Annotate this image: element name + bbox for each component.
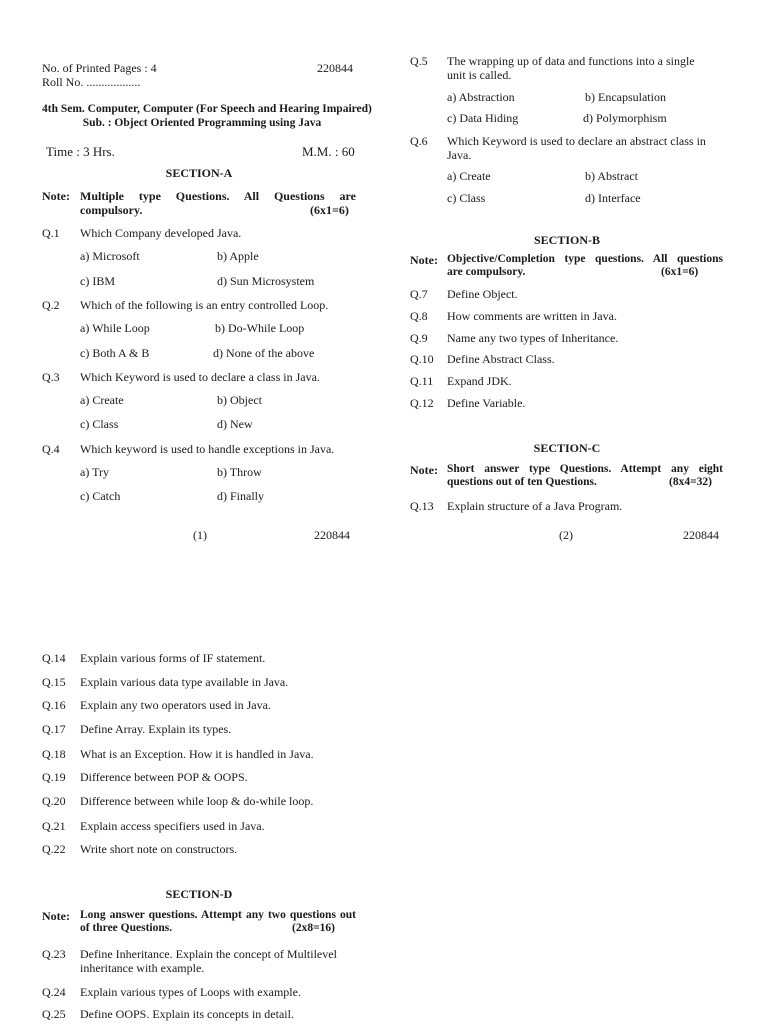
section-c-note-line2: questions out of ten Questions.	[447, 476, 597, 488]
question-number: Q.24	[42, 985, 66, 999]
question-number: Q.12	[410, 396, 434, 410]
question-number: Q.16	[42, 698, 66, 712]
section-b-heading: SECTION-B	[533, 233, 601, 247]
question-number: Q.7	[410, 287, 428, 301]
section-d-note-line2: of three Questions.	[80, 922, 173, 934]
question-text: Expand JDK.	[447, 374, 512, 388]
question-number: Q.19	[42, 770, 66, 784]
section-a-heading: SECTION-A	[165, 166, 233, 180]
time-allowed: Time : 3 Hrs.	[46, 144, 115, 159]
question-number: Q.2	[42, 298, 60, 312]
section-b-note-line2: are compulsory.	[447, 266, 526, 278]
option-c: c) Both A & B	[80, 346, 150, 360]
question-number: Q.15	[42, 675, 66, 689]
question-text: What is an Exception. How it is handled in Java.	[80, 747, 314, 761]
option-b: b) Do-While Loop	[215, 321, 305, 335]
question-text: Write short note on constructors.	[80, 842, 238, 856]
question-text: Difference between POP & OOPS.	[80, 770, 248, 784]
question-text-line1: Define Inheritance. Explain the concept of Multilevel	[80, 947, 337, 961]
option-c: c) Class	[447, 191, 486, 205]
option-c: c) Catch	[80, 489, 121, 503]
paper-code: 220844	[317, 61, 353, 75]
question-text: Which Keyword is used to declare a class in Java.	[80, 370, 320, 384]
option-d: d) Polymorphism	[583, 111, 667, 125]
question-number: Q.22	[42, 842, 66, 856]
question-number: Q.25	[42, 1007, 66, 1021]
question-number: Q.11	[410, 374, 434, 388]
option-c: c) IBM	[80, 274, 115, 288]
option-b: b) Abstract	[585, 169, 638, 183]
option-a: a) While Loop	[80, 321, 150, 335]
question-text-line2: inheritance with example.	[80, 961, 205, 975]
question-text: Which keyword is used to handle exceptions in Java.	[80, 442, 335, 456]
footer-code: 220844	[683, 528, 719, 542]
question-number: Q.3	[42, 370, 60, 384]
option-a: a) Abstraction	[447, 90, 515, 104]
roll-no: Roll No. ..................	[42, 75, 141, 89]
question-text: Which of the following is an entry controlled Loop.	[80, 298, 329, 312]
question-number: Q.6	[410, 134, 428, 148]
course-line: 4th Sem. Computer, Computer (For Speech and Hearing Impaired)	[42, 103, 372, 115]
question-number: Q.14	[42, 651, 66, 665]
question-text: Difference between while loop & do-while loop.	[80, 794, 314, 808]
section-b-marks: (6x1=6)	[661, 266, 699, 278]
question-text: Which Company developed Java.	[80, 226, 242, 240]
option-d: d) Sun Microsystem	[217, 274, 315, 288]
question-text: Explain various types of Loops with example.	[80, 985, 301, 999]
option-b: b) Encapsulation	[585, 90, 666, 104]
option-c: c) Data Hiding	[447, 111, 519, 125]
option-a: a) Microsoft	[80, 249, 140, 263]
question-number: Q.17	[42, 722, 66, 736]
question-text: Explain any two operators used in Java.	[80, 698, 271, 712]
section-c-heading: SECTION-C	[533, 441, 601, 455]
question-text-line2: Java.	[447, 148, 472, 162]
question-text: Define OOPS. Explain its concepts in detail.	[80, 1007, 294, 1021]
question-number: Q.9	[410, 331, 428, 345]
question-number: Q.20	[42, 794, 66, 808]
question-number: Q.23	[42, 947, 66, 961]
question-text-line2: unit is called.	[447, 68, 512, 82]
note-label: Note:	[42, 189, 70, 203]
question-text: Define Object.	[447, 287, 518, 301]
question-text: Explain various forms of IF statement.	[80, 651, 266, 665]
question-number: Q.1	[42, 226, 60, 240]
section-d-heading: SECTION-D	[165, 887, 233, 901]
printed-pages: No. of Printed Pages : 4	[42, 61, 157, 75]
question-text: Explain various data type available in Java.	[80, 675, 289, 689]
option-d: d) Finally	[217, 489, 264, 503]
question-text-line1: The wrapping up of data and functions into a single	[447, 54, 695, 68]
section-a-note-line1: Multiple type Questions. All Questions are	[80, 189, 356, 203]
note-label: Note:	[410, 253, 438, 267]
question-text: Define Abstract Class.	[447, 352, 555, 366]
option-b: b) Apple	[217, 249, 259, 263]
question-text: Define Variable.	[447, 396, 526, 410]
question-number: Q.5	[410, 54, 428, 68]
question-number: Q.13	[410, 499, 434, 513]
option-a: a) Create	[80, 393, 124, 407]
question-number: Q.4	[42, 442, 60, 456]
subject-line: Sub. : Object Oriented Programming using Java	[82, 117, 322, 129]
question-text: Define Array. Explain its types.	[80, 722, 232, 736]
option-b: b) Throw	[217, 465, 262, 479]
question-number: Q.21	[42, 819, 66, 833]
page-number: (2)	[559, 528, 573, 542]
question-text-line1: Which Keyword is used to declare an abstract class in	[447, 134, 706, 148]
section-d-marks: (2x8=16)	[292, 922, 335, 934]
page-number: (1)	[193, 528, 207, 542]
option-c: c) Class	[80, 417, 119, 431]
question-text: How comments are written in Java.	[447, 309, 617, 323]
note-label: Note:	[42, 909, 70, 923]
section-d-note-line1: Long answer questions. Attempt any two questions out	[80, 909, 356, 921]
question-text: Explain access specifiers used in Java.	[80, 819, 265, 833]
option-d: d) Interface	[585, 191, 641, 205]
section-a-note-line2: compulsory.	[80, 203, 143, 217]
footer-code: 220844	[314, 528, 350, 542]
max-marks: M.M. : 60	[302, 144, 355, 159]
section-c-marks: (8x4=32)	[669, 476, 712, 488]
question-number: Q.8	[410, 309, 428, 323]
section-c-note-line1: Short answer type Questions. Attempt any eight	[447, 463, 723, 475]
question-text: Explain structure of a Java Program.	[447, 499, 623, 513]
question-number: Q.10	[410, 352, 434, 366]
option-b: b) Object	[217, 393, 262, 407]
section-a-marks: (6x1=6)	[310, 203, 349, 217]
question-text: Name any two types of Inheritance.	[447, 331, 619, 345]
section-b-note-line1: Objective/Completion type questions. All questions	[447, 253, 723, 265]
option-a: a) Try	[80, 465, 110, 479]
note-label: Note:	[410, 463, 438, 477]
option-d: d) New	[217, 417, 253, 431]
option-d: d) None of the above	[213, 346, 315, 360]
question-number: Q.18	[42, 747, 66, 761]
option-a: a) Create	[447, 169, 491, 183]
